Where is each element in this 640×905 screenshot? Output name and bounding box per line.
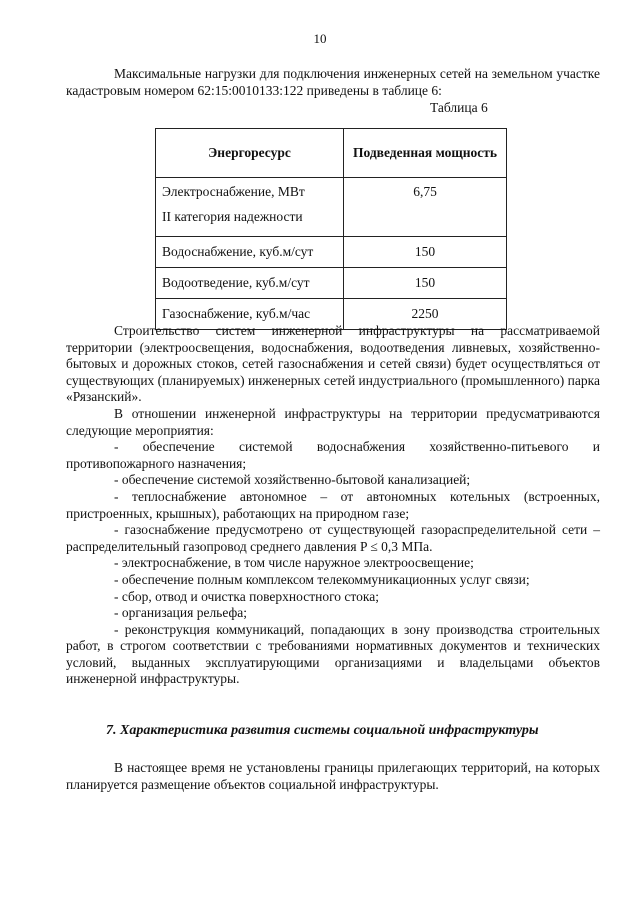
list-item: - сбор, отвод и очистка поверхностного стока; xyxy=(114,588,379,604)
header-power xyxy=(344,129,507,178)
row-electricity-value: 6,75 xyxy=(344,178,507,237)
row-drainage-name: Водоотведение, куб.м/сут xyxy=(156,268,344,299)
row-gas-value: 2250 xyxy=(344,299,507,330)
table-caption: Таблица 6 xyxy=(430,100,488,115)
header-resource: Энергоресурс xyxy=(156,129,344,178)
list-item: - обеспечение полным комплексом телекоммуникационных услуг связи; xyxy=(114,571,530,587)
row-electricity-label: Электроснабжение, МВт xyxy=(162,184,305,199)
row-water-supply-name: Водоснабжение, куб.м/сут xyxy=(156,237,344,268)
list-item: - реконструкция коммуникаций, попадающих в зону производства строительных работ, в строгом соответствии с требованиями нормативных документов и технических условий, выданных эксплуатирующими организациями и владельцами объектов инженерной инфраструктуры. xyxy=(66,621,600,687)
paragraph-measures: В отношении инженерной инфраструктуры на территории предусматриваются следующие мероприятия: xyxy=(66,405,600,438)
intro-paragraph: Максимальные нагрузки для подключения инженерных сетей на земельном участке кадастровым номером 62:15:0010133:122 приведены в таблице 6: xyxy=(66,66,600,98)
list-item: - теплоснабжение автономное – от автономных котельных (встроенных, пристроенных, крышных), работающих на природном газе; xyxy=(66,488,600,521)
list-item: - электроснабжение, в том числе наружное электроосвещение; xyxy=(114,555,474,571)
loads-table xyxy=(155,128,507,330)
table-row xyxy=(156,268,507,299)
list-item: - обеспечение системой хозяйственно-бытовой канализацией; xyxy=(114,472,471,488)
row-water-supply-value: 150 xyxy=(344,237,507,268)
table-header-row xyxy=(156,129,507,178)
row-gas-name: Газоснабжение, куб.м/час xyxy=(156,299,344,330)
table-row xyxy=(156,178,507,237)
header-power-label: Подведенная мощность xyxy=(352,145,498,160)
page-number: 10 xyxy=(313,31,327,46)
list-item: - организация рельефа; xyxy=(114,605,247,621)
row-drainage-value: 150 xyxy=(344,268,507,299)
table-row xyxy=(156,237,507,268)
list-item: - обеспечение системой водоснабжения хозяйственно-питьевого и противопожарного назначения; xyxy=(66,439,600,471)
row-electricity-name xyxy=(156,178,344,237)
body-text xyxy=(66,323,600,688)
final-paragraph: В настоящее время не установлены границы прилегающих территорий, на которых планируется размещение объектов социальной инфраструктуры. xyxy=(66,760,600,792)
paragraph-infrastructure: Строительство систем инженерной инфраструктуры на рассматриваемой территории (электроосвещения, водоснабжения, водоотведения ливневых, хозяйственно-бытовых и дорожных стоков, сетей газоснабжения и сетей связи) будет осуществляться от существующих (планируемых) инженерных сетей индустриального (промышленного) парка «Рязанский». xyxy=(66,323,600,405)
list-item: - газоснабжение предусмотрено от существующей газораспределительной сети – распределительный газопровод среднего давления P ≤ 0,3 МПа. xyxy=(66,522,600,554)
row-electricity-category: II категория надежности xyxy=(162,209,303,224)
section-title: 7. Характеристика развития системы социальной инфраструктуры xyxy=(106,723,539,738)
